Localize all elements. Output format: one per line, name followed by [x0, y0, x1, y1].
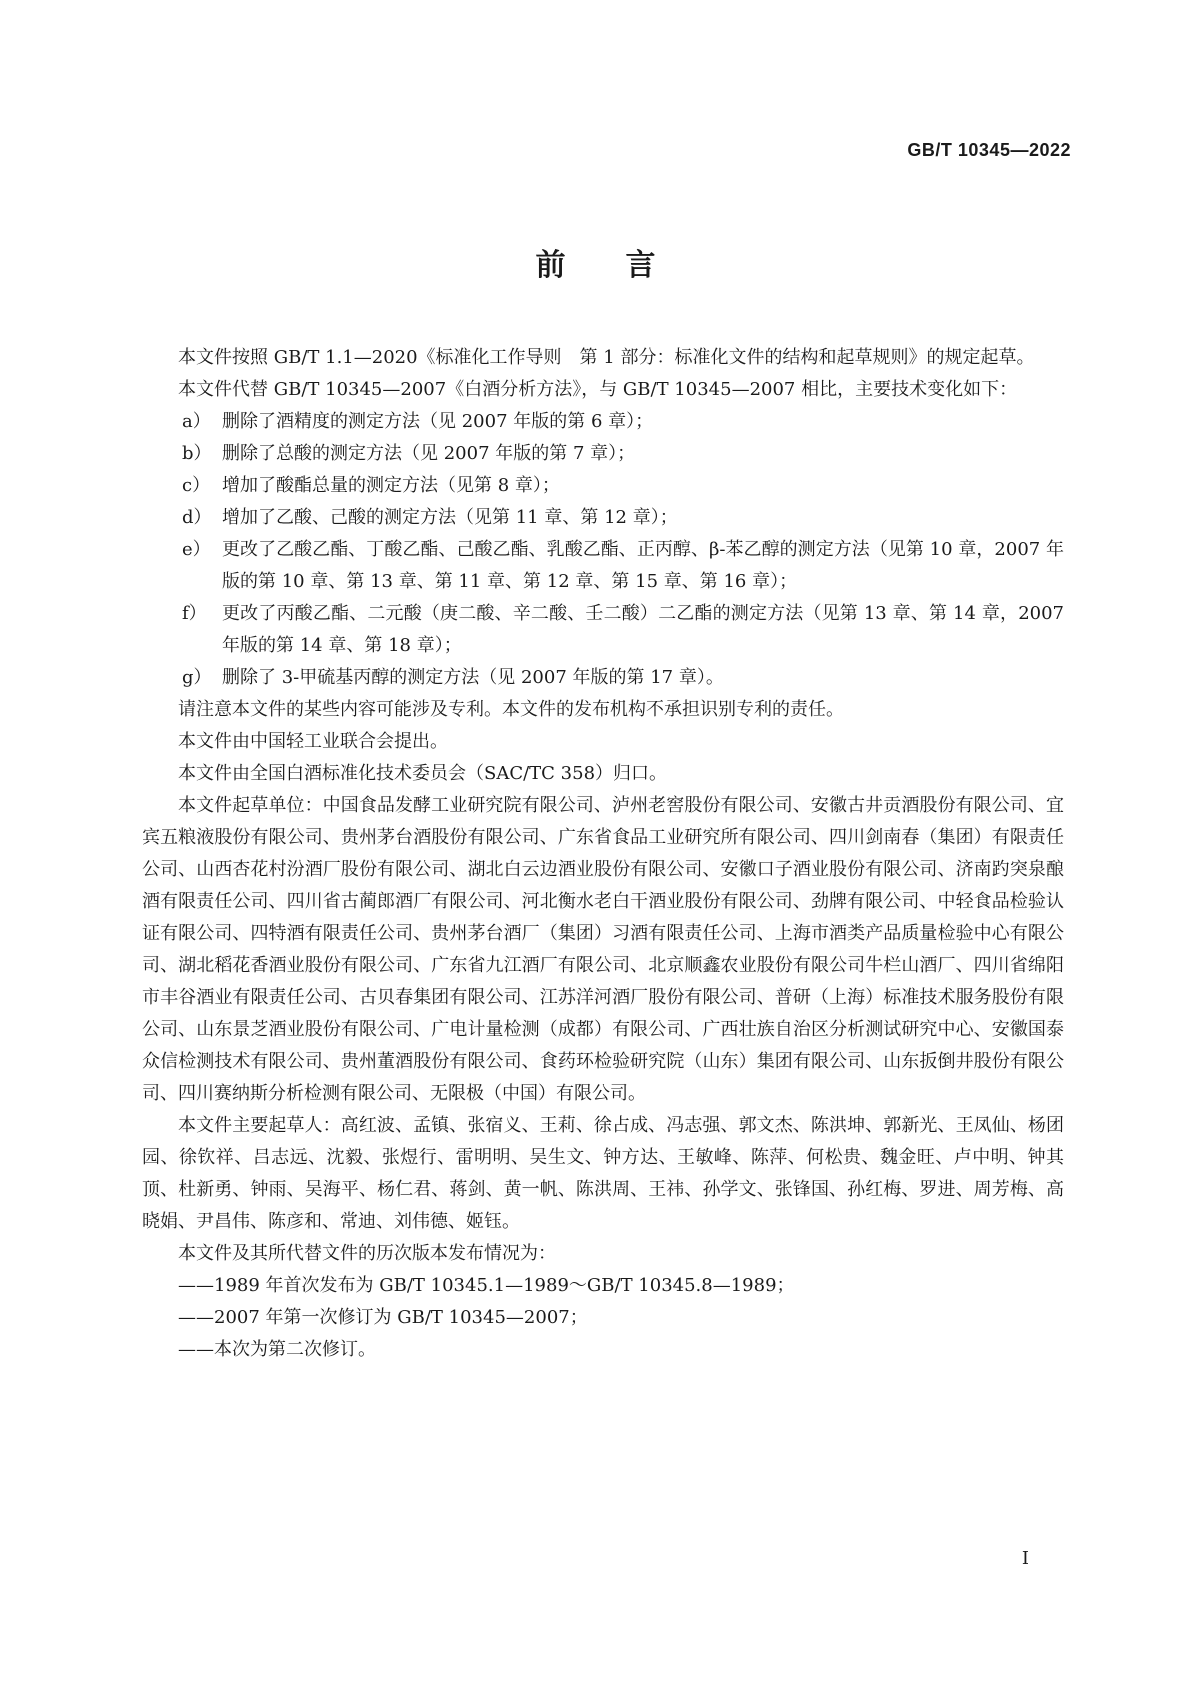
list-item-label: a） — [182, 411, 211, 432]
paragraph-drafters: 本文件主要起草人：高红波、孟镇、张宿义、王莉、徐占成、冯志强、郭文杰、陈洪坤、郭新光、王凤仙、杨团园、徐钦祥、吕志远、沈毅、张煜行、雷明明、吴生文、钟方达、王敏峰、陈萍、何松贵、魏金旺、卢中明、钟其顶、杜新勇、钟雨、吴海平、杨仁君、蒋剑、黄一帆、陈洪周、王祎、孙学文、张锋国、孙红梅、罗进、周芳梅、高晓娟、尹昌伟、陈彦和、常迪、刘伟德、姬钰。 — [142, 1115, 1064, 1232]
list-item-label: f） — [182, 603, 207, 624]
list-item — [142, 406, 1064, 438]
list-item — [142, 598, 1064, 662]
standard-code: GB/T 10345—2022 — [907, 140, 1071, 160]
list-item-text: 增加了乙酸、己酸的测定方法（见第 11 章、第 12 章）； — [222, 507, 678, 528]
paragraph-proposer: 本文件由中国轻工业联合会提出。 — [178, 731, 448, 752]
list-item-label: b） — [182, 443, 212, 464]
paragraph-technical-committee: 本文件由全国白酒标准化技术委员会（SAC/TC 358）归口。 — [178, 763, 668, 784]
paragraph-patent-notice: 请注意本文件的某些内容可能涉及专利。本文件的发布机构不承担识别专利的责任。 — [178, 699, 844, 720]
history-item: ——2007 年第一次修订为 GB/T 10345—2007； — [178, 1307, 588, 1328]
list-item-text: 更改了丙酸乙酯、二元酸（庚二酸、辛二酸、壬二酸）二乙酯的测定方法（见第 13 章、第 14 章，2007 年版的第 14 章、第 18 章）； — [222, 603, 1064, 656]
list-item-label: e） — [182, 539, 211, 560]
list-item — [142, 662, 1064, 694]
list-item — [142, 502, 1064, 534]
list-item — [142, 438, 1064, 470]
list-item-text: 删除了酒精度的测定方法（见 2007 年版的第 6 章）； — [222, 411, 654, 432]
paragraph-history-intro: 本文件及其所代替文件的历次版本发布情况为： — [178, 1243, 556, 1264]
paragraph-drafting-units: 本文件起草单位：中国食品发酵工业研究院有限公司、泸州老窖股份有限公司、安徽古井贡酒股份有限公司、宜宾五粮液股份有限公司、贵州茅台酒股份有限公司、广东省食品工业研究所有限公司、四川剑南春（集团）有限责任公司、山西杏花村汾酒厂股份有限公司、湖北白云边酒业股份有限公司、安徽口子酒业股份有限公司、济南趵突泉酿酒有限责任公司、四川省古蔺郎酒厂有限公司、河北衡水老白干酒业股份有限公司、劲牌有限公司、中轻食品检验认证有限公司、四特酒有限责任公司、贵州茅台酒厂（集团）习酒有限责任公司、上海市酒类产品质量检验中心有限公司、湖北稻花香酒业股份有限公司、广东省九江酒厂有限公司、北京顺鑫农业股份有限公司牛栏山酒厂、四川省绵阳市丰谷酒业有限责任公司、古贝春集团有限公司、江苏洋河酒厂股份有限公司、普研（上海）标准技术服务股份有限公司、山东景芝酒业股份有限公司、广电计量检测（成都）有限公司、广西壮族自治区分析测试研究中心、安徽国泰众信检测技术有限公司、贵州董酒股份有限公司、食药环检验研究院（山东）集团有限公司、山东扳倒井股份有限公司、四川赛纳斯分析检测有限公司、无限极（中国）有限公司。 — [142, 795, 1064, 1104]
list-item — [142, 534, 1064, 598]
document-body — [142, 342, 1064, 1366]
page-number: I — [1021, 1548, 1029, 1569]
paragraph-replacement: 本文件代替 GB/T 10345—2007《白酒分析方法》，与 GB/T 10345—2007 相比，主要技术变化如下： — [178, 379, 1018, 400]
list-item-label: g） — [182, 667, 212, 688]
list-item-text: 删除了 3-甲硫基丙醇的测定方法（见 2007 年版的第 17 章）。 — [222, 667, 724, 688]
list-item-text: 更改了乙酸乙酯、丁酸乙酯、己酸乙酯、乳酸乙酯、正丙醇、β-苯乙醇的测定方法（见第 10 章，2007 年版的第 10 章、第 13 章、第 11 章、第 12 章、第 15 章、第 16 章）； — [222, 539, 1064, 592]
history-item: ——1989 年首次发布为 GB/T 10345.1—1989～GB/T 10345.8—1989； — [178, 1275, 795, 1296]
list-item-text: 删除了总酸的测定方法（见 2007 年版的第 7 章）； — [222, 443, 636, 464]
paragraph-drafting-rules: 本文件按照 GB/T 1.1—2020《标准化工作导则 第 1 部分：标准化文件的结构和起草规则》的规定起草。 — [178, 347, 1035, 368]
list-item-label: d） — [182, 507, 212, 528]
list-item — [142, 470, 1064, 502]
list-item-label: c） — [182, 475, 211, 496]
list-item-text: 增加了酸酯总量的测定方法（见第 8 章）； — [222, 475, 560, 496]
history-item: ——本次为第二次修订。 — [178, 1339, 376, 1360]
page-title: 前言 — [535, 248, 716, 283]
